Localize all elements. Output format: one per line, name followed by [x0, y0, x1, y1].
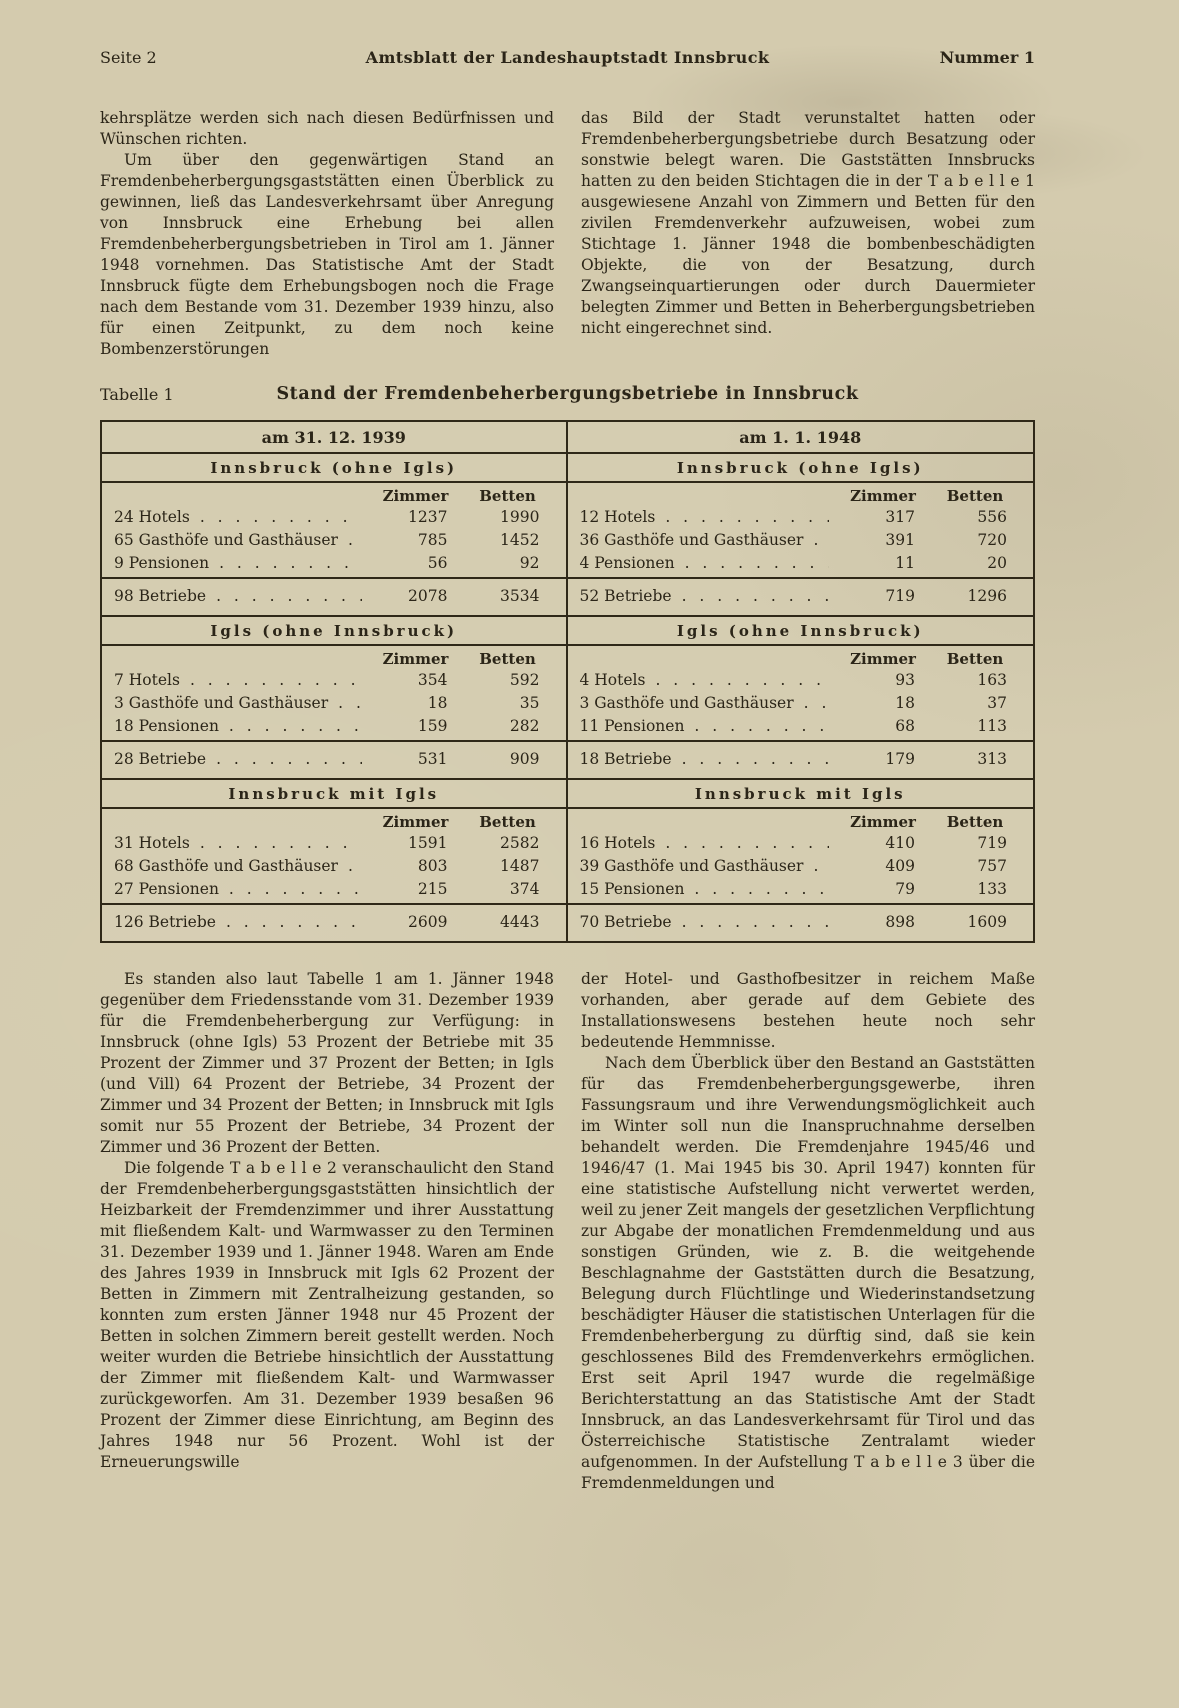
total-row [568, 740, 1034, 780]
zimmer-value: 11 [895, 554, 915, 572]
betten-value: 92 [519, 554, 540, 572]
table-section-innsbruck-mit-igls [568, 780, 1034, 941]
dot-leader [685, 552, 829, 575]
paragraph: der Hotel- und Gasthofbesitzer in reichem Maße vorhanden, aber gerade auf dem Gebiete des Installationswesens bestehen heute noch sehr bedeutende Hemmnisse. [581, 970, 1035, 1051]
zimmer-total: 898 [885, 913, 915, 931]
table-row [102, 506, 566, 529]
row-label: 3 Gasthöfe und Gasthäuser [114, 694, 329, 712]
betten-value: 35 [519, 694, 540, 712]
row-label: 31 Hotels [114, 834, 190, 852]
zimmer-total: 2609 [408, 913, 448, 931]
betten-total: 313 [977, 750, 1007, 768]
total-row [102, 740, 566, 780]
total-label: 28 Betriebe [114, 750, 207, 768]
dot-leader [348, 529, 362, 552]
betten-value: 2582 [500, 834, 540, 852]
newspaper-title: Amtsblatt der Landeshauptstadt Innsbruck [365, 48, 770, 67]
row-label: 3 Gasthöfe und Gasthäuser [579, 694, 794, 712]
table-row [102, 529, 566, 552]
betten-column-header: Betten [946, 813, 1004, 831]
zimmer-total: 531 [417, 750, 448, 768]
betten-column-header: Betten [479, 487, 536, 505]
section-subtitle: Igls (ohne Innsbruck) [568, 617, 1034, 646]
betten-column-header: Betten [479, 813, 536, 831]
dot-leader [216, 585, 361, 608]
section-subtitle: Igls (ohne Innsbruck) [102, 617, 566, 646]
row-label: 4 Pensionen [579, 554, 675, 572]
total-row [568, 903, 1034, 941]
dot-leader [655, 669, 829, 692]
total-label: 70 Betriebe [579, 913, 672, 931]
dot-leader [229, 715, 362, 738]
row-label: 24 Hotels [114, 508, 190, 526]
column-headers [568, 646, 1034, 669]
table-section-innsbruck [102, 454, 566, 617]
paragraph: das Bild der Stadt verunstaltet hatten oder Fremdenbeherbergungsbetriebe durch Besatzung oder sonstwie belegt waren. Die Gaststätten Innsbrucks hatten zu den beiden Stichtagen die in der T a b e l l e 1 ausgewiesene Anzahl von Zimmern und Betten für den zivilen Fremdenverkehr aufzuweisen, wobei zum Stichtage 1. Jänner 1948 die bombenbeschädigten Objekte, die von der Besatzung, durch Zwangseinquartierungen oder durch Dauermieter belegten Zimmer und Betten in Beherbergungsbetrieben nicht eingerechnet sind. [581, 109, 1035, 337]
betten-total: 1609 [967, 913, 1007, 931]
zimmer-value: 354 [417, 671, 448, 689]
betten-value: 719 [977, 834, 1007, 852]
row-label: 4 Hotels [579, 671, 646, 689]
dot-leader [694, 878, 829, 901]
table-section-igls [102, 617, 566, 780]
total-row [568, 577, 1034, 617]
zimmer-value: 215 [417, 880, 448, 898]
zimmer-column-header: Zimmer [850, 650, 916, 668]
date-header: am 1. 1. 1948 [568, 422, 1034, 454]
betten-value: 592 [509, 671, 540, 689]
dot-leader [200, 506, 362, 529]
betten-value: 1452 [500, 531, 540, 549]
row-label: 9 Pensionen [114, 554, 210, 572]
bottom-right-column [581, 969, 1035, 1494]
betten-total: 4443 [500, 913, 540, 931]
table-row [568, 878, 1034, 901]
row-label: 68 Gasthöfe und Gasthäuser [114, 857, 338, 875]
zimmer-value: 1591 [408, 834, 448, 852]
betten-value: 720 [977, 531, 1007, 549]
zimmer-value: 56 [427, 554, 448, 572]
paragraph: Um über den gegenwärtigen Stand an Fremdenbeherbergungsgaststätten einen Überblick zu gewinnen, ließ das Landesverkehrsamt über Anregung von Innsbruck eine Erhebung bei allen Fremdenbeherbergungsbetrieben in Tirol am 1. Jänner 1948 vornehmen. Das Statistische Amt der Stadt Innsbruck fügte dem Erhebungsbogen noch die Frage nach dem Bestande vom 31. Dezember 1939 hinzu, also für einen Zeitpunkt, zu dem noch keine Bombenzerstörungen [100, 151, 554, 358]
table-section-igls [568, 617, 1034, 780]
table [100, 420, 1035, 943]
page-header [100, 48, 1035, 68]
zimmer-column-header: Zimmer [382, 813, 449, 831]
zimmer-value: 18 [895, 694, 915, 712]
dot-leader [665, 506, 829, 529]
betten-value: 133 [977, 880, 1007, 898]
dot-leader [348, 855, 362, 878]
top-text-columns [100, 108, 1035, 360]
table-section-innsbruck-mit-igls [102, 780, 566, 941]
betten-value: 113 [977, 717, 1007, 735]
row-label: 27 Pensionen [114, 880, 219, 898]
betten-column-header: Betten [946, 487, 1004, 505]
betten-value: 1990 [500, 508, 540, 526]
dot-leader [190, 669, 362, 692]
zimmer-total: 2078 [408, 587, 448, 605]
table-label: Tabelle 1 [100, 385, 174, 404]
dot-leader [219, 552, 361, 575]
table-row [102, 855, 566, 878]
zimmer-value: 18 [427, 694, 448, 712]
table-row [102, 715, 566, 738]
betten-column-header: Betten [946, 650, 1004, 668]
paragraph: kehrsplätze werden sich nach diesen Bedürfnissen und Wünschen richten. [100, 109, 554, 148]
issue-number: Nummer 1 [939, 48, 1035, 67]
betten-value: 1487 [500, 857, 540, 875]
table-row [568, 855, 1034, 878]
dot-leader [216, 748, 361, 771]
dot-leader [665, 832, 829, 855]
section-subtitle: Innsbruck (ohne Igls) [568, 454, 1034, 483]
column-headers [102, 646, 566, 669]
table-row [568, 715, 1034, 738]
table-caption [100, 382, 1035, 408]
dot-leader [694, 715, 829, 738]
betten-value: 374 [509, 880, 540, 898]
total-label: 18 Betriebe [579, 750, 672, 768]
betten-value: 282 [509, 717, 540, 735]
betten-total: 3534 [500, 587, 540, 605]
zimmer-total: 179 [885, 750, 915, 768]
row-label: 36 Gasthöfe und Gasthäuser [579, 531, 804, 549]
betten-value: 20 [987, 554, 1007, 572]
page-number: Seite 2 [100, 48, 157, 67]
zimmer-value: 391 [885, 531, 915, 549]
dot-leader [682, 585, 829, 608]
betten-total: 1296 [967, 587, 1007, 605]
table-row [568, 692, 1034, 715]
zimmer-value: 93 [895, 671, 915, 689]
column-headers [568, 483, 1034, 506]
zimmer-value: 410 [885, 834, 915, 852]
bottom-text-columns [100, 969, 1035, 1494]
row-label: 18 Pensionen [114, 717, 219, 735]
zimmer-column-header: Zimmer [850, 487, 916, 505]
betten-value: 556 [977, 508, 1007, 526]
table-row [102, 552, 566, 575]
zimmer-value: 317 [885, 508, 915, 526]
row-label: 11 Pensionen [579, 717, 685, 735]
dot-leader [682, 748, 829, 771]
table-row [102, 832, 566, 855]
section-subtitle: Innsbruck mit Igls [568, 780, 1034, 809]
betten-value: 163 [977, 671, 1007, 689]
betten-column-header: Betten [479, 650, 536, 668]
total-label: 98 Betriebe [114, 587, 207, 605]
dot-leader [338, 692, 361, 715]
zimmer-value: 79 [895, 880, 915, 898]
zimmer-value: 1237 [408, 508, 448, 526]
table-row [568, 669, 1034, 692]
betten-value: 37 [987, 694, 1007, 712]
table-section-innsbruck [568, 454, 1034, 617]
table-half-1948 [568, 422, 1034, 941]
betten-value: 757 [977, 857, 1007, 875]
paragraph: Die folgende T a b e l l e 2 veranschaulicht den Stand der Fremdenbeherbergungsgaststätten hinsichtlich der Heizbarkeit der Fremdenzimmer und ihrer Ausstattung mit fließendem Kalt- und Warmwasser zu den Terminen 31. Dezember 1939 und 1. Jänner 1948. Waren am Ende des Jahres 1939 in Innsbruck mit Igls 62 Prozent der Betten in Zimmern mit Zentralheizung gestanden, so konnten zum ersten Jänner 1948 nur 45 Prozent der Betten in solchen Zimmern bereit gestellt werden. Noch weiter wurden die Betriebe hinsichtlich der Ausstattung der Zimmer mit fließendem Kalt- und Warmwasser zurückgeworfen. Am 31. Dezember 1939 besaßen 96 Prozent der Zimmer diese Einrichtung, am Beginn des Jahres 1948 nur 56 Prozent. Wohl ist der Erneuerungswille [100, 1159, 554, 1471]
total-label: 52 Betriebe [579, 587, 672, 605]
zimmer-value: 159 [417, 717, 448, 735]
table-row [568, 552, 1034, 575]
section-subtitle: Innsbruck (ohne Igls) [102, 454, 566, 483]
dot-leader [226, 911, 362, 934]
dot-leader [813, 529, 829, 552]
paragraph: Nach dem Überblick über den Bestand an Gaststätten für das Fremdenbeherbergungsgewerbe, ihren Fassungsraum und ihre Verwendungsmöglichkeit auch im Winter soll nun die Inanspruchnahme derselben behandelt werden. Die Fremdenjahre 1945/46 und 1946/47 (1. Mai 1945 bis 30. April 1947) konnten für eine statistische Aufstellung nicht verwertet werden, weil zu jener Zeit mangels der gesetzlichen Verpflichtung zur Abgabe der monatlichen Fremdenmeldung und aus sonstigen Gründen, wie z. B. die weitgehende Beschlagnahme der Gaststätten durch die Besatzung, Belegung durch Flüchtlinge und Wiederinstandsetzung beschädigter Häuser die statistischen Unterlagen für die Fremdenbeherbergung zu dürftig sind, daß sie kein geschlossenes Bild des Fremdenverkehrs ermöglichen. Erst seit April 1947 wurde die regelmäßige Berichterstattung an das Statistische Amt der Stadt Innsbruck, an das Landesverkehrsamt für Tirol und das Österreichische Statistische Zentralamt wieder aufgenommen. In der Aufstellung T a b e l l e 3 über die Fremdenmeldungen und [581, 1054, 1035, 1492]
dot-leader [804, 692, 829, 715]
table-title: Stand der Fremdenbeherbergungsbetriebe in Innsbruck [276, 384, 859, 404]
table-row [568, 832, 1034, 855]
table-row [102, 878, 566, 901]
zimmer-value: 68 [895, 717, 915, 735]
total-row [102, 903, 566, 941]
zimmer-value: 409 [885, 857, 915, 875]
zimmer-total: 719 [885, 587, 915, 605]
paragraph: Es standen also laut Tabelle 1 am 1. Jänner 1948 gegenüber dem Friedensstande vom 31. Dezember 1939 für die Fremdenbeherbergung zur Verfügung: in Innsbruck (ohne Igls) 53 Prozent der Betriebe mit 35 Prozent der Zimmer und 37 Prozent der Betten; in Igls (und Vill) 64 Prozent der Betriebe, 34 Prozent der Zimmer und 34 Prozent der Betten; in Innsbruck mit Igls somit nur 55 Prozent der Betriebe, 34 Prozent der Zimmer und 36 Prozent der Betten. [100, 970, 554, 1156]
total-label: 126 Betriebe [114, 913, 216, 931]
dot-leader [682, 911, 829, 934]
column-headers [102, 483, 566, 506]
dot-leader [813, 855, 829, 878]
zimmer-column-header: Zimmer [382, 487, 449, 505]
top-left-column [100, 108, 554, 360]
table-half-1939 [102, 422, 568, 941]
row-label: 16 Hotels [579, 834, 656, 852]
date-header: am 31. 12. 1939 [102, 422, 566, 454]
table-row [102, 669, 566, 692]
table-row [102, 692, 566, 715]
column-headers [568, 809, 1034, 832]
dot-leader [229, 878, 362, 901]
row-label: 65 Gasthöfe und Gasthäuser [114, 531, 338, 549]
top-right-column [581, 108, 1035, 360]
section-subtitle: Innsbruck mit Igls [102, 780, 566, 809]
column-headers [102, 809, 566, 832]
table-row [568, 529, 1034, 552]
zimmer-column-header: Zimmer [850, 813, 916, 831]
table-row [568, 506, 1034, 529]
zimmer-value: 785 [417, 531, 448, 549]
dot-leader [200, 832, 362, 855]
row-label: 39 Gasthöfe und Gasthäuser [579, 857, 804, 875]
betten-total: 909 [509, 750, 540, 768]
row-label: 7 Hotels [114, 671, 180, 689]
row-label: 12 Hotels [579, 508, 656, 526]
zimmer-column-header: Zimmer [382, 650, 449, 668]
total-row [102, 577, 566, 617]
row-label: 15 Pensionen [579, 880, 685, 898]
bottom-left-column [100, 969, 554, 1494]
zimmer-value: 803 [417, 857, 448, 875]
